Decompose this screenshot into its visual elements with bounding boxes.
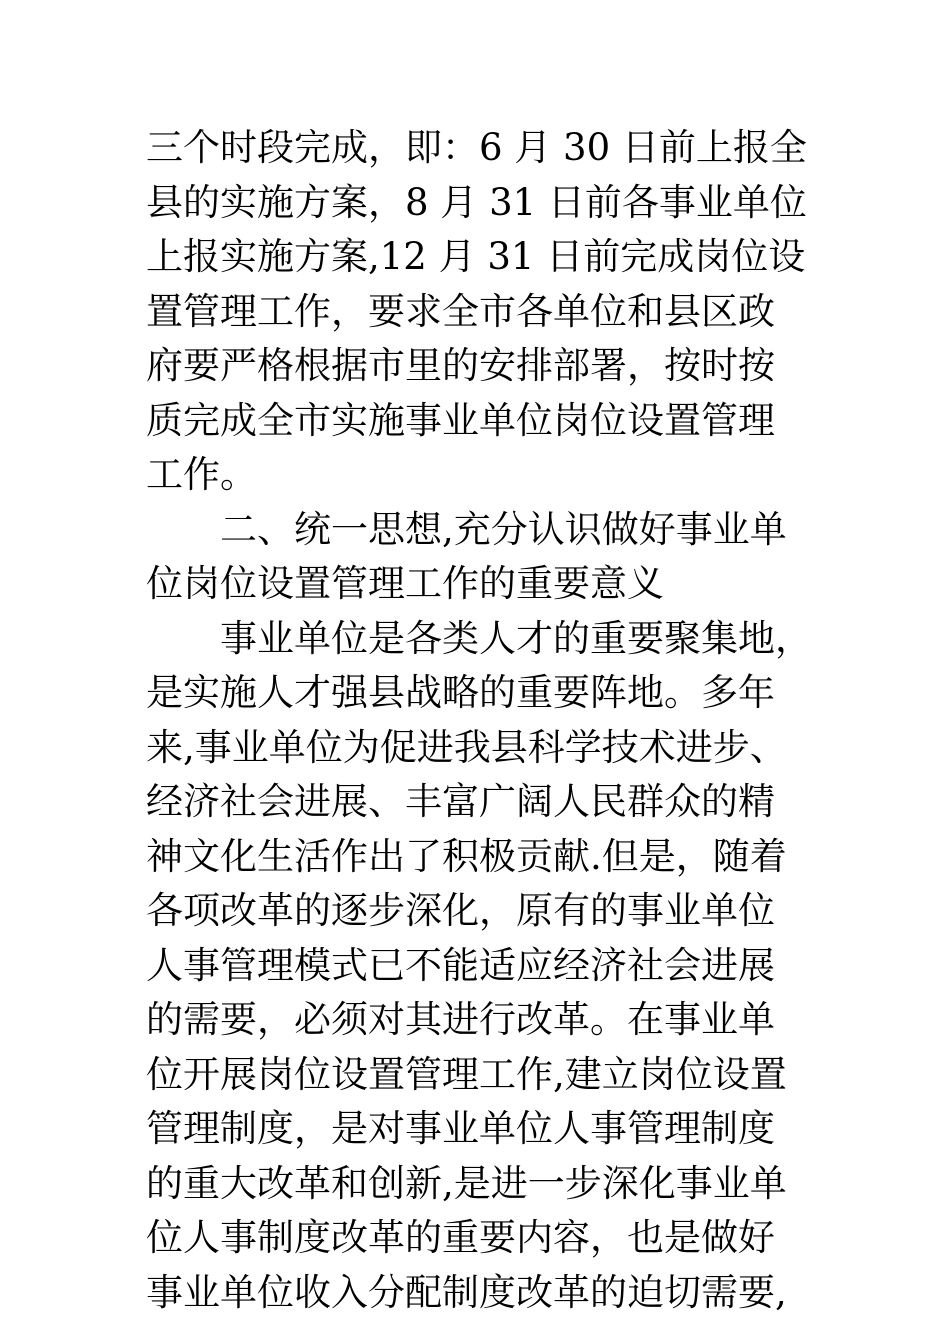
text-line: 各项改革的逐步深化，原有的事业单位 [146, 889, 775, 932]
text-line: 经济社会进展、丰富广阔人民群众的精 [146, 780, 775, 823]
body-text [146, 121, 846, 1320]
text-line: 府要严格根据市里的安排部署，按时按 [146, 344, 775, 387]
text-line: 管理制度，是对事业单位人事管理制度 [146, 1107, 775, 1150]
text-line: 事业单位收入分配制度改革的迫切需要, [146, 1270, 787, 1314]
text-line: 位人事制度改革的重要内容，也是做好 [146, 1216, 775, 1259]
text-line: 位开展岗位设置管理工作,建立岗位设置 [146, 1052, 787, 1096]
section-heading-line: 位岗位设置管理工作的重要意义 [146, 562, 664, 605]
text-line: 三个时段完成，即：6 月 30 日前上报全 [146, 126, 807, 169]
text-line: 神文化生活作出了积极贡献.但是，随着 [146, 834, 787, 878]
text-line: 工作。 [146, 453, 257, 496]
text-line: 上报实施方案,12 月 31 日前完成岗位设 [146, 235, 806, 278]
text-line: 是实施人才强县战略的重要阵地。多年 [146, 671, 775, 714]
text-line: 置管理工作，要求全市各单位和县区政 [146, 289, 775, 333]
text-line: 人事管理模式已不能适应经济社会进展 [146, 943, 775, 987]
text-line: 质完成全市实施事业单位岗位设置管理 [146, 398, 775, 442]
text-line: 县的实施方案，8 月 31 日前各事业单位 [146, 180, 807, 224]
text-line: 的需要，必须对其进行改革。在事业单 [146, 998, 775, 1041]
text-line: 事业单位是各类人才的重要聚集地， [220, 616, 812, 660]
section-heading-line: 二、统一思想,充分认识做好事业单 [220, 507, 787, 551]
text-line: 来,事业单位为促进我县科学技术进步、 [146, 725, 787, 769]
text-line: 的重大改革和创新,是进一步深化事业单 [146, 1161, 787, 1205]
